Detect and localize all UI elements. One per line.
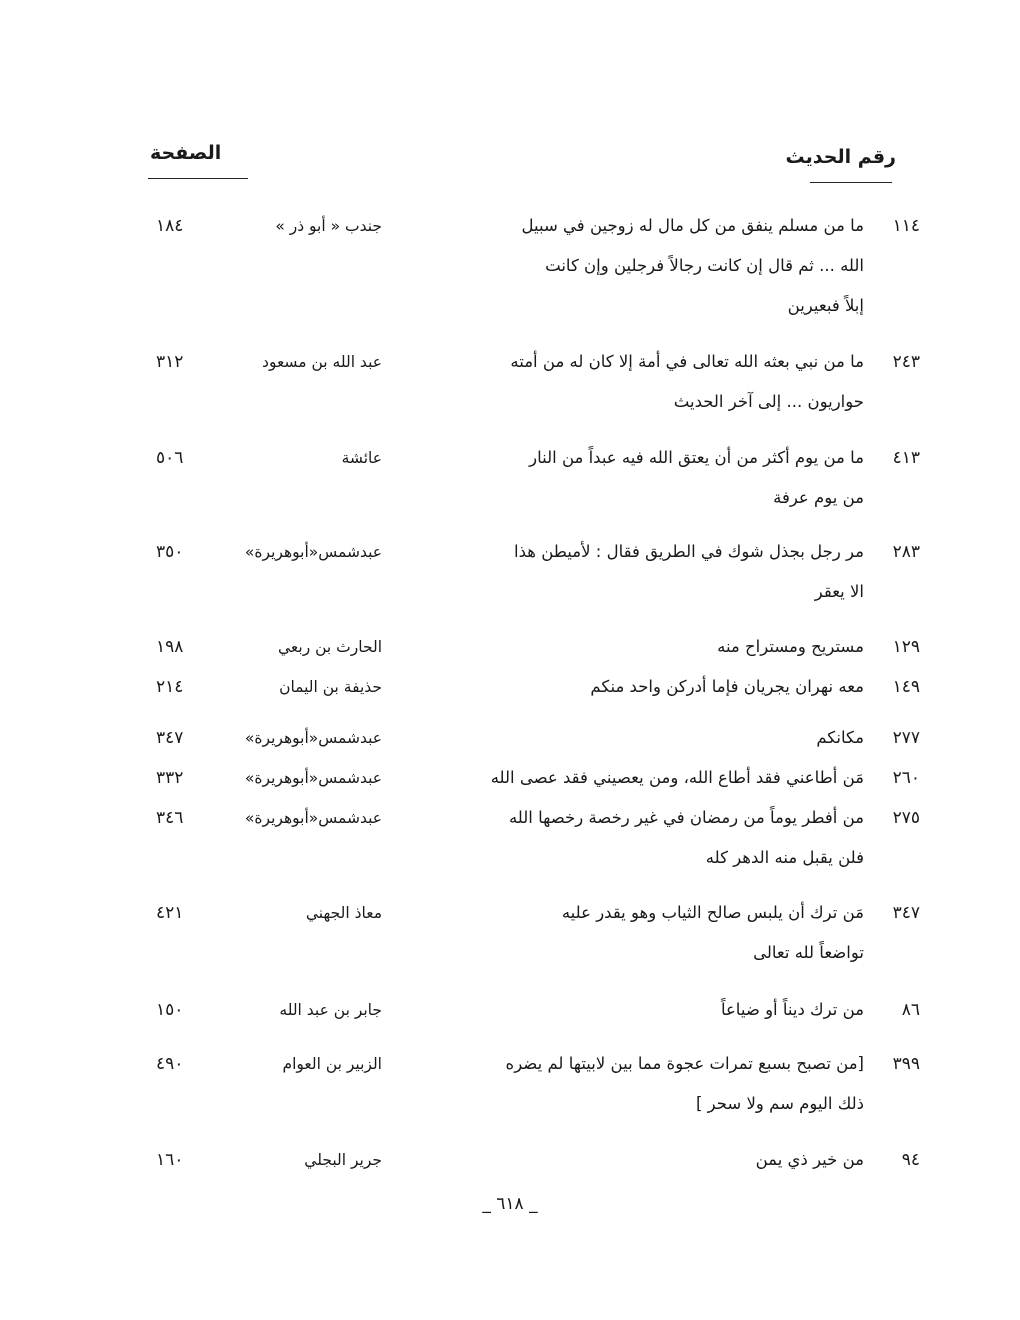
page-reference: ٤٢١ — [156, 903, 184, 923]
hadith-text-line: تواضعاً لله تعالى — [753, 943, 864, 962]
narrator-name: معاذ الجهني — [305, 904, 382, 922]
hadith-text-line: من ترك ديناً أو ضياعاً — [720, 1000, 864, 1019]
hadith-text-line: من يوم عرفة — [773, 488, 864, 507]
hadith-text — [408, 342, 864, 422]
page-reference: ٤٩٠ — [156, 1054, 184, 1074]
page-reference: ٢١٤ — [156, 677, 184, 697]
hadith-number: ٢٧٧ — [892, 728, 920, 748]
narrator-name: عبد الله بن مسعود — [262, 353, 382, 371]
hadith-entry — [140, 718, 920, 762]
narrator-name: عبدشمس«أبوهريرة» — [244, 769, 382, 787]
hadith-number: ٢٨٣ — [892, 542, 920, 562]
hadith-number-header-underline — [810, 182, 892, 183]
hadith-number: ١٢٩ — [892, 637, 920, 657]
hadith-entry — [140, 990, 920, 1034]
hadith-entry — [140, 438, 920, 507]
hadith-text — [408, 798, 864, 878]
page-column-header-underline — [148, 178, 248, 179]
hadith-text-line: من خير ذي يمن — [755, 1150, 864, 1169]
hadith-number: ١٤٩ — [892, 677, 920, 697]
hadith-entry — [140, 342, 920, 411]
hadith-text-line: من أفطر يوماً من رمضان في غير رخصة رخصها الله — [508, 808, 864, 827]
hadith-text-line: ذلك اليوم سم ولا سحر ] — [695, 1094, 864, 1113]
narrator-name: جرير البجلي — [304, 1151, 382, 1169]
narrator-name: عبدشمس«أبوهريرة» — [244, 543, 382, 561]
narrator-name: عائشة — [341, 449, 382, 467]
hadith-entry — [140, 758, 920, 802]
page-reference: ٣٥٠ — [156, 542, 184, 562]
hadith-number: ١١٤ — [892, 216, 920, 236]
hadith-number: ٩٤ — [901, 1150, 920, 1170]
narrator-name: جندب « أبو ذر » — [275, 217, 382, 235]
page-reference: ٣٣٢ — [156, 768, 184, 788]
hadith-number: ٢٧٥ — [892, 808, 920, 828]
hadith-number: ٢٦٠ — [892, 768, 920, 788]
page-reference: ٣١٢ — [156, 352, 184, 372]
hadith-text-line: إبلاً فبعيرين — [787, 296, 864, 315]
narrator-name: حذيفة بن اليمان — [279, 678, 382, 696]
hadith-text-line: مستريح ومستراح منه — [717, 637, 864, 656]
hadith-text-line: فلن يقبل منه الدهر كله — [705, 848, 864, 867]
page-reference: ٣٤٦ — [156, 808, 184, 828]
hadith-text-line: [من تصبح بسبع تمرات عجوة مما بين لابيتها لم يضره — [505, 1054, 864, 1073]
hadith-number: ٣٩٩ — [892, 1054, 920, 1074]
hadith-text-line: حواريون ... إلى آخر الحديث — [673, 392, 864, 411]
hadith-text — [408, 532, 864, 612]
hadith-text — [408, 758, 864, 798]
page-reference: ١٩٨ — [156, 637, 184, 657]
hadith-text-line: الله ... ثم قال إن كانت رجالاً فرجلين وإن كانت — [545, 256, 864, 275]
hadith-text-line: معه نهران يجريان فإما أدركن واحد منكم — [590, 677, 864, 696]
hadith-text — [408, 1044, 864, 1124]
page-reference: ٥٠٦ — [156, 448, 184, 468]
narrator-name: الزبير بن العوام — [282, 1055, 382, 1073]
hadith-entry — [140, 667, 920, 711]
hadith-entry — [140, 1044, 920, 1113]
narrator-name: جابر بن عبد الله — [279, 1001, 382, 1019]
hadith-text — [408, 718, 864, 758]
hadith-entry — [140, 1140, 920, 1184]
hadith-text-line: مَن أطاعني فقد أطاع الله، ومن يعصيني فقد عصى الله — [490, 768, 864, 787]
hadith-text — [408, 893, 864, 973]
hadith-number: ٨٦ — [901, 1000, 920, 1020]
hadith-text-line: ما من نبي بعثه الله تعالى في أمة إلا كان له من أمته — [510, 352, 864, 371]
hadith-entry — [140, 893, 920, 962]
hadith-text-line: الا يعقر — [814, 582, 864, 601]
page-number: _ ٦١٨ _ — [482, 1194, 538, 1214]
hadith-text — [408, 627, 864, 667]
page-reference: ٣٤٧ — [156, 728, 184, 748]
hadith-entry — [140, 206, 920, 315]
hadith-text — [408, 1140, 864, 1180]
hadith-text-line: مَن ترك أن يلبس صالح الثياب وهو يقدر عليه — [561, 903, 864, 922]
hadith-text-line: مكانكم — [816, 728, 864, 747]
narrator-name: عبدشمس«أبوهريرة» — [244, 809, 382, 827]
page-reference: ١٦٠ — [156, 1150, 184, 1170]
hadith-number: ٤١٣ — [892, 448, 920, 468]
page-reference: ١٥٠ — [156, 1000, 184, 1020]
hadith-number: ٣٤٧ — [892, 903, 920, 923]
hadith-text — [408, 990, 864, 1030]
page-reference: ١٨٤ — [156, 216, 184, 236]
hadith-text — [408, 438, 864, 518]
narrator-name: الحارث بن ربعي — [278, 638, 382, 656]
hadith-text-line: مر رجل بجذل شوك في الطريق فقال : لأميطن هذا — [514, 542, 864, 561]
hadith-entry — [140, 532, 920, 601]
page-column-header: الصفحة — [150, 142, 222, 164]
hadith-text-line: ما من يوم أكثر من أن يعتق الله فيه عبداً من النار — [529, 448, 864, 467]
hadith-text — [408, 667, 864, 707]
hadith-text-line: ما من مسلم ينفق من كل مال له زوجين في سبيل — [521, 216, 864, 235]
hadith-entry — [140, 627, 920, 671]
hadith-number: ٢٤٣ — [892, 352, 920, 372]
hadith-entry — [140, 798, 920, 867]
hadith-text — [408, 206, 864, 326]
hadith-number-header: رقم الحديث — [785, 146, 896, 168]
narrator-name: عبدشمس«أبوهريرة» — [244, 729, 382, 747]
